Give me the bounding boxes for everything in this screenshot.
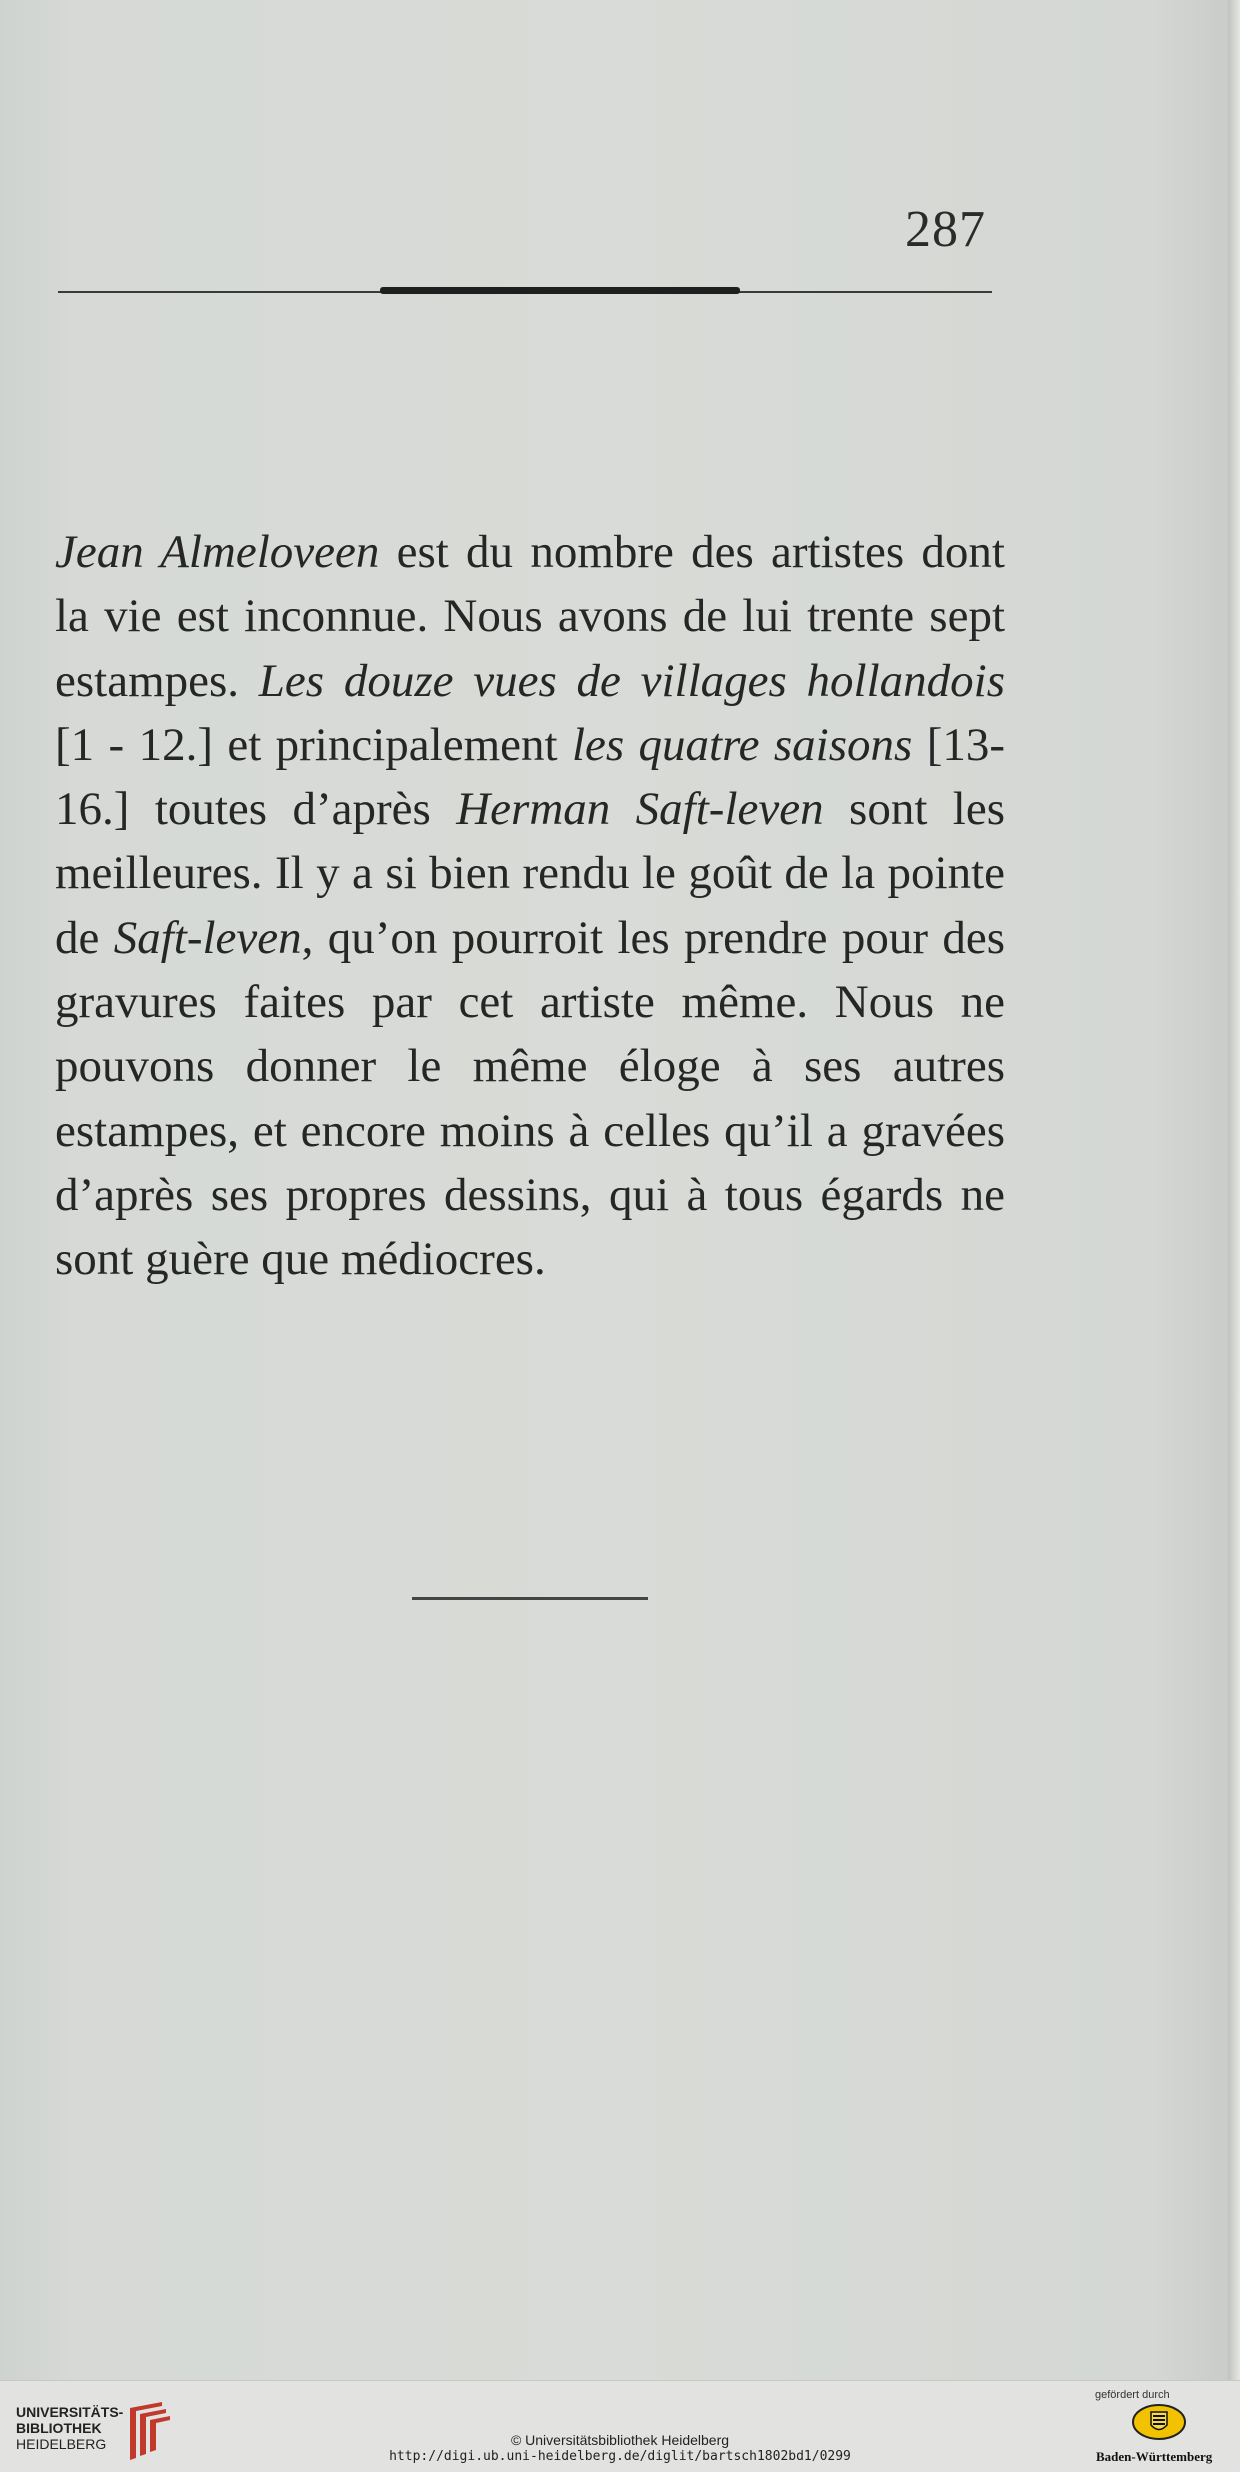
italic-run: les quatre saisons: [571, 718, 913, 771]
italic-run: Les douze vues de villages hollandois: [258, 654, 1005, 707]
sponsor-label: gefördert durch: [1095, 2389, 1170, 2401]
sponsor-name: Baden-Württemberg: [1096, 2449, 1213, 2464]
italic-run: Herman Saft-leven: [456, 783, 824, 836]
coat-of-arms-icon: [1131, 2403, 1187, 2441]
italic-run: Saft-leven: [113, 911, 302, 964]
italic-run: Jean Almeloveen: [55, 526, 380, 578]
copyright-text: © Universitätsbibliothek Heidelberg: [510, 2432, 730, 2448]
end-rule: [412, 1597, 648, 1600]
library-name-line2: BIBLIOTHEK: [16, 2420, 102, 2436]
library-name-line1: UNIVERSITÄTS-: [16, 2404, 124, 2420]
text-run: sont les meilleures. Il y a si bien rendu le goût de la pointe de: [55, 783, 1006, 964]
body-paragraph: [55, 520, 1005, 1292]
library-name-line3: HEIDELBERG: [16, 2436, 107, 2452]
text-run: est du nombre des artistes dont la vie est inconnue. Nous avons de lui trente sept estampes.: [55, 526, 1005, 707]
text-run: , qu’on pourroit les prendre pour des gravures faites par cet artiste même. Nous ne pouvons donner le même éloge à ses autres estampes, et encore moins à celles qu’il a gravées d’après ses propres dessins, qui à tous égards ne sont guère que médiocres.: [55, 911, 1005, 1286]
page-number: 287: [905, 201, 986, 258]
header-rule-accent: [380, 287, 740, 294]
text-run: [13-16.] toutes d’après: [55, 718, 1005, 836]
page-edge: [1228, 0, 1240, 2380]
text-run: [1 - 12.] et principalement: [55, 718, 572, 771]
permalink-url[interactable]: http://digi.ub.uni-heidelberg.de/diglit/bartsch1802bd1/0299: [389, 2449, 851, 2464]
